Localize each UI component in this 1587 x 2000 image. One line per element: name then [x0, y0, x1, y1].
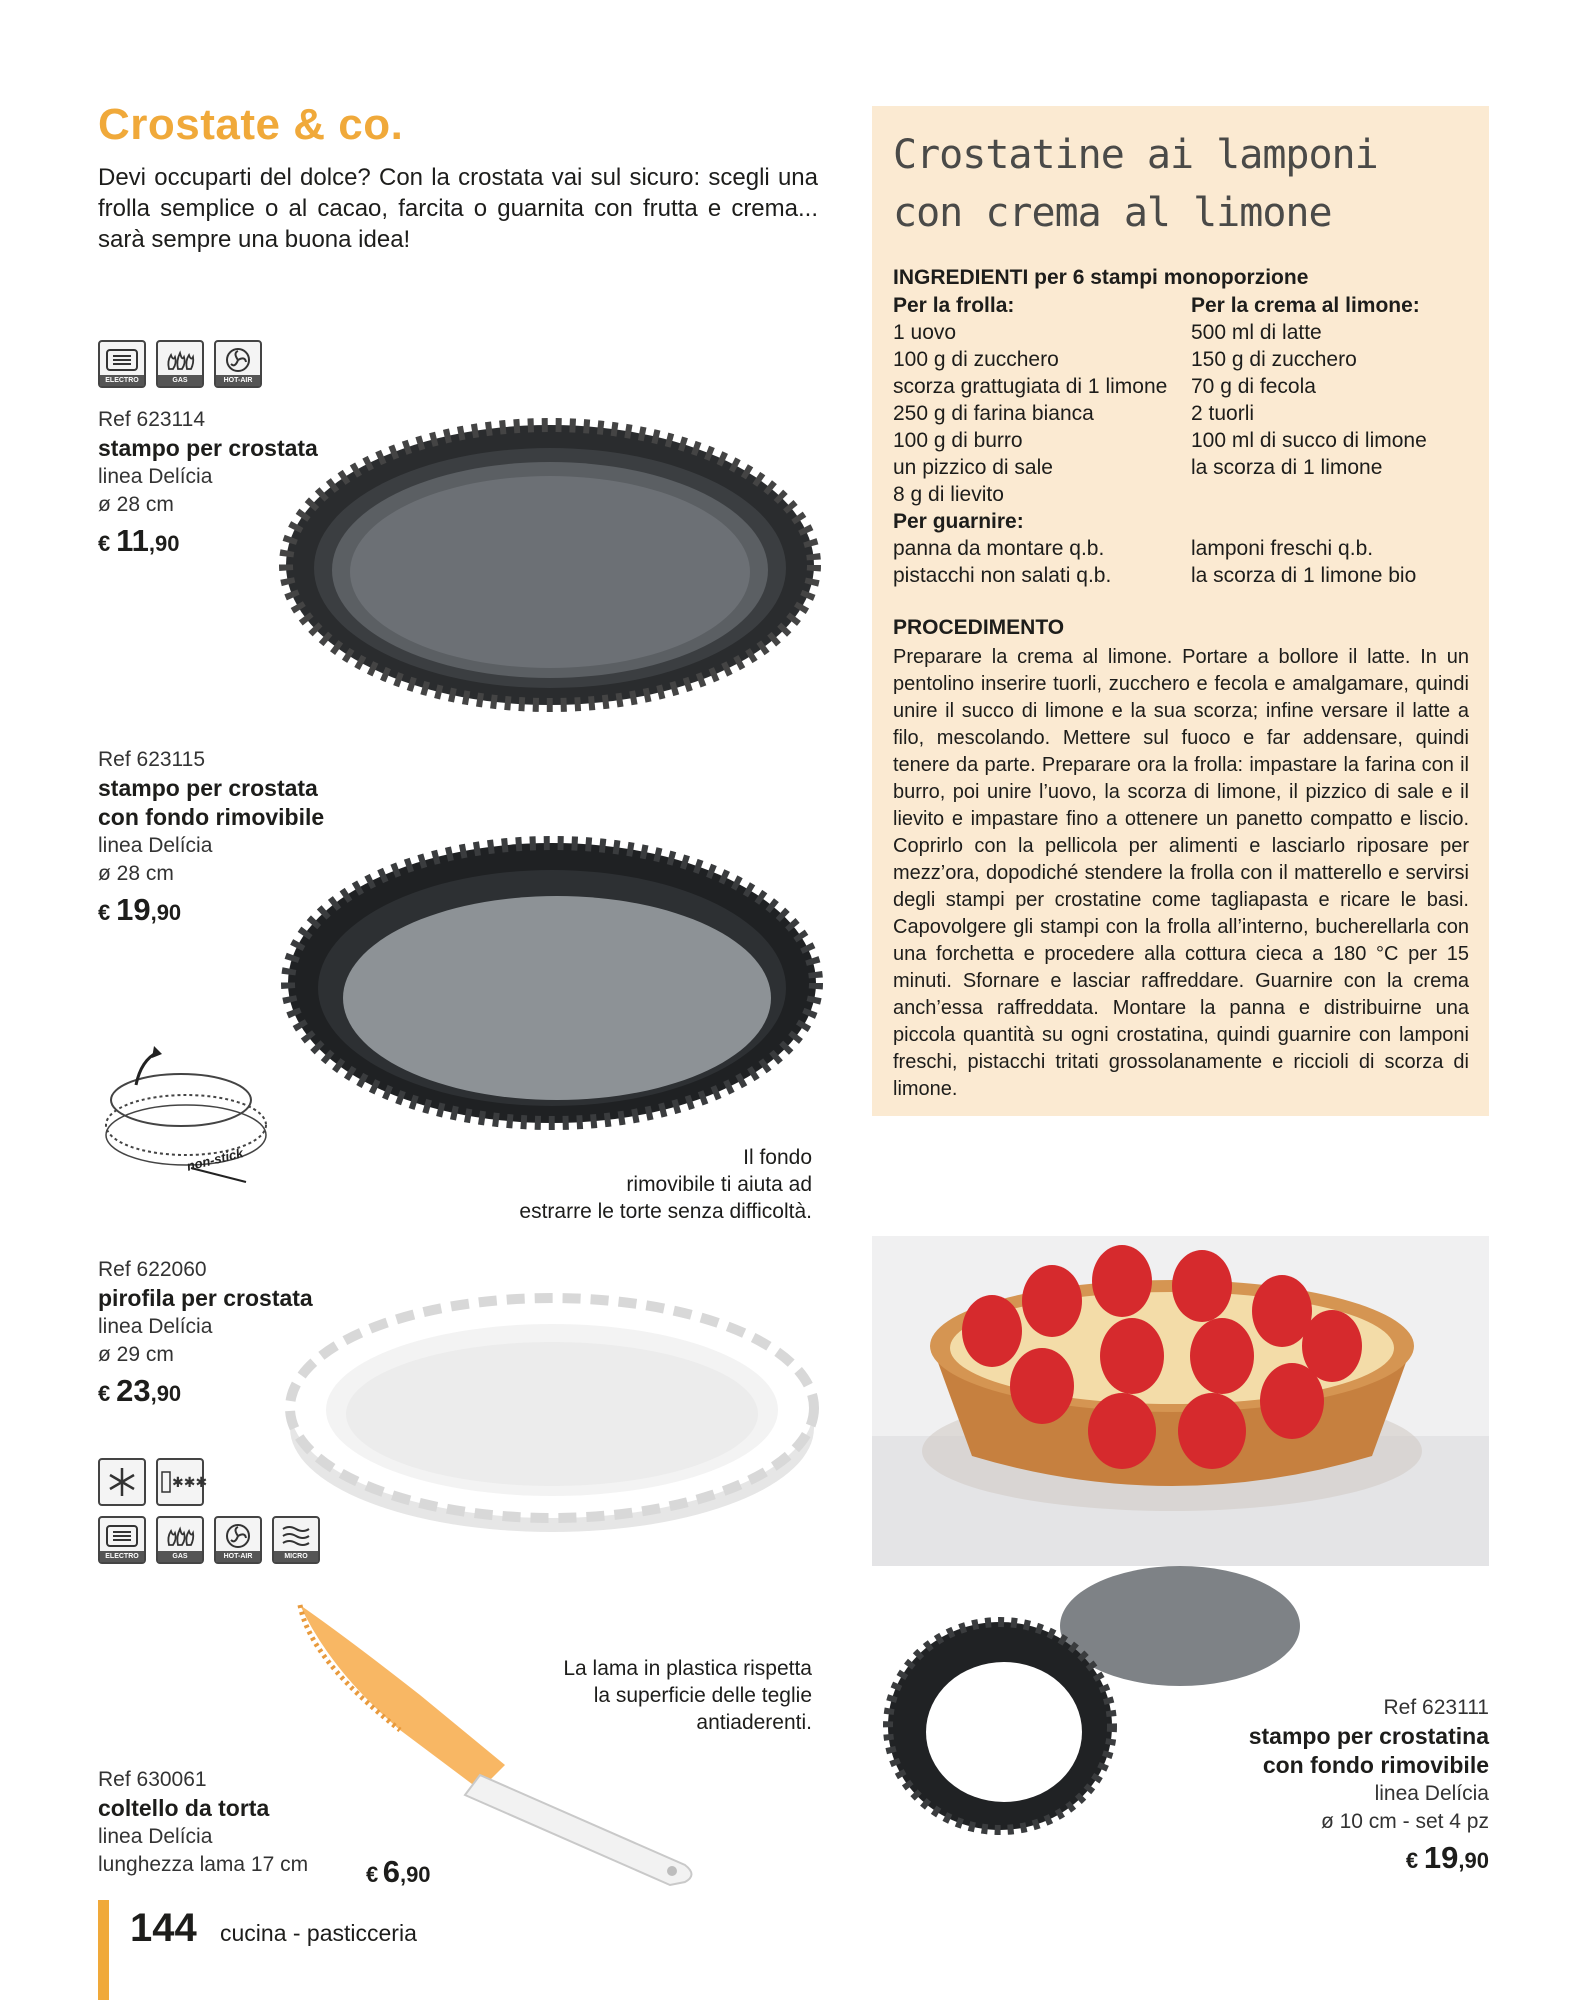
electro-icon: ELECTRO [98, 340, 146, 388]
freezer-icon [98, 1458, 146, 1506]
electro-icon: ELECTRO [98, 1516, 146, 1564]
hot-air-icon: HOT-AIR [214, 1516, 262, 1564]
product-price: € 11,90 [98, 523, 180, 558]
product-622060 [98, 1256, 313, 1409]
removable-bottom-diagram [96, 1040, 276, 1190]
page-number: 144 [130, 1906, 197, 1950]
product-name-line2: con fondo rimovibile [1262, 1752, 1489, 1778]
product-ref: Ref 630061 [98, 1768, 207, 1791]
product-ref: Ref 623114 [98, 408, 206, 431]
product-line: linea Delícia [98, 1825, 213, 1848]
recipe-title: Crostatine ai lamponi con crema al limone [893, 132, 1378, 236]
product-price: € 19,90 [1405, 1840, 1489, 1875]
product-623111 [1120, 1694, 1489, 1876]
product-name: pirofila per crostata [98, 1285, 313, 1311]
procedure-text: Preparare la crema al limone. Portare a bollore il latte. In un pentolino inserire tuorli, zucchero e fecola e amalgamare, quindi unire il succo di limone e la sua scorza; infine versare il latte a filo, mescolando. Mettere sul fuoco e far addensare, quindi tenere da parte. Preparare ora la frolla: impastare la farina con il burro, poi unire l’uovo, la scorza di limone, il pizzico di sale e il lievito e impastare fino a ottenere un panetto compatto e liscio. Coprirlo con la pellicola per alimenti e lasciarlo riposare per mezz’ora, dopodiché stendere la frolla con il matterello e servirsi degli stampi per crostatine come tagliapasta e ricare le basi. Capovolgere gli stampi con la frolla all’interno, bucherellarla con una forchetta e procedere alla cottura cieca a 180 °C per 15 minuti. Sfornare e lasciar raffreddare. Guarnire con la crema anch’essa raffreddata. Montare la panna e distribuirne una piccola quantità su ogni crostatina, quindi guarnire con lamponi freschi, pistacchi tritati grossolanamente e riccioli di scorza di limone. [893, 646, 1469, 1100]
caption-plastic-blade: La lama in plastica rispetta la superficie delle teglie antiaderenti. [563, 1657, 812, 1734]
product-ref: Ref 623115 [98, 748, 206, 771]
ingredients-crema: Per la crema al limone: 500 ml di latte 150 g di zucchero 70 g di fecola 2 tuorli 100 ml di succo di limone la scorza di 1 limone lamponi freschi q.b. la scorza di 1 limone bio [1191, 294, 1427, 587]
product-size: ø 29 cm [98, 1343, 174, 1366]
section-label: cucina - pasticceria [220, 1920, 417, 1946]
micro-icon: MICRO [272, 1516, 320, 1564]
product-price: € 23,90 [98, 1373, 182, 1408]
intro-text: Devi occuparti del dolce? Con la crostata vai sul sicuro: scegli una frolla semplice o al cacao, farcita o guarnita con frutta e crema... sarà sempre una buona idea! [98, 164, 818, 253]
removable-bottom-pan-image [282, 838, 822, 1128]
product-size: ø 10 cm - set 4 pz [1320, 1810, 1489, 1833]
caption-removable-bottom: Il fondo rimovibile ti aiuta ad estrarre le torte senza difficoltà. [519, 1146, 812, 1223]
svg-text:✱✱✱: ✱✱✱ [172, 1475, 208, 1491]
product-name-line2: con fondo rimovibile [98, 804, 325, 830]
product-size: ø 28 cm [98, 493, 174, 516]
gas-icon: GAS [156, 1516, 204, 1564]
gas-icon: GAS [156, 340, 204, 388]
product-line: linea Delícia [98, 1315, 213, 1338]
product-size: ø 28 cm [98, 862, 174, 885]
product-name: coltello da torta [98, 1795, 270, 1821]
oven-compat-icons [98, 340, 262, 388]
product-line: linea Delícia [98, 834, 213, 857]
non-stick-label: non-stick [185, 1145, 245, 1174]
product-price-630061: € 6,90 [366, 1854, 431, 1889]
product-size: lunghezza lama 17 cm [98, 1853, 309, 1876]
ingredients-heading: INGREDIENTI per 6 stampi monoporzione [893, 266, 1309, 289]
footer-accent-bar [98, 1900, 109, 2000]
hot-air-icon: HOT-AIR [214, 340, 262, 388]
product-name: stampo per crostatina [1248, 1723, 1489, 1749]
product-ref: Ref 623111 [1383, 1696, 1489, 1719]
product-line: linea Delícia [98, 465, 213, 488]
product-630061 [98, 1766, 308, 1879]
ingredients-frolla: Per la frolla: 1 uovo 100 g di zucchero scorza grattugiata di 1 limone 250 g di farina bianca 100 g di burro un pizzico di sale 8 g di lievito Per guarnire: panna da montare q.b. pistacchi non salati q.b. [893, 294, 1168, 587]
page-title: Crostate & co. [98, 100, 404, 149]
freezer-stars-icon [156, 1458, 208, 1506]
procedure-heading: PROCEDIMENTO [893, 616, 1065, 639]
product-ref: Ref 622060 [98, 1258, 207, 1281]
product-name: stampo per crostata [98, 775, 318, 801]
raspberry-tart-photo [872, 1236, 1489, 1566]
product-name: stampo per crostata [98, 435, 318, 461]
ceramic-tart-dish-image [282, 1278, 822, 1538]
freezer-icons [98, 1458, 208, 1506]
tart-pan-image [280, 420, 820, 710]
cake-knife-image [290, 1600, 710, 1890]
product-line: linea Delícia [1374, 1782, 1489, 1805]
product-price: € 19,90 [98, 892, 182, 927]
oven-compat-icons-2 [98, 1516, 320, 1564]
